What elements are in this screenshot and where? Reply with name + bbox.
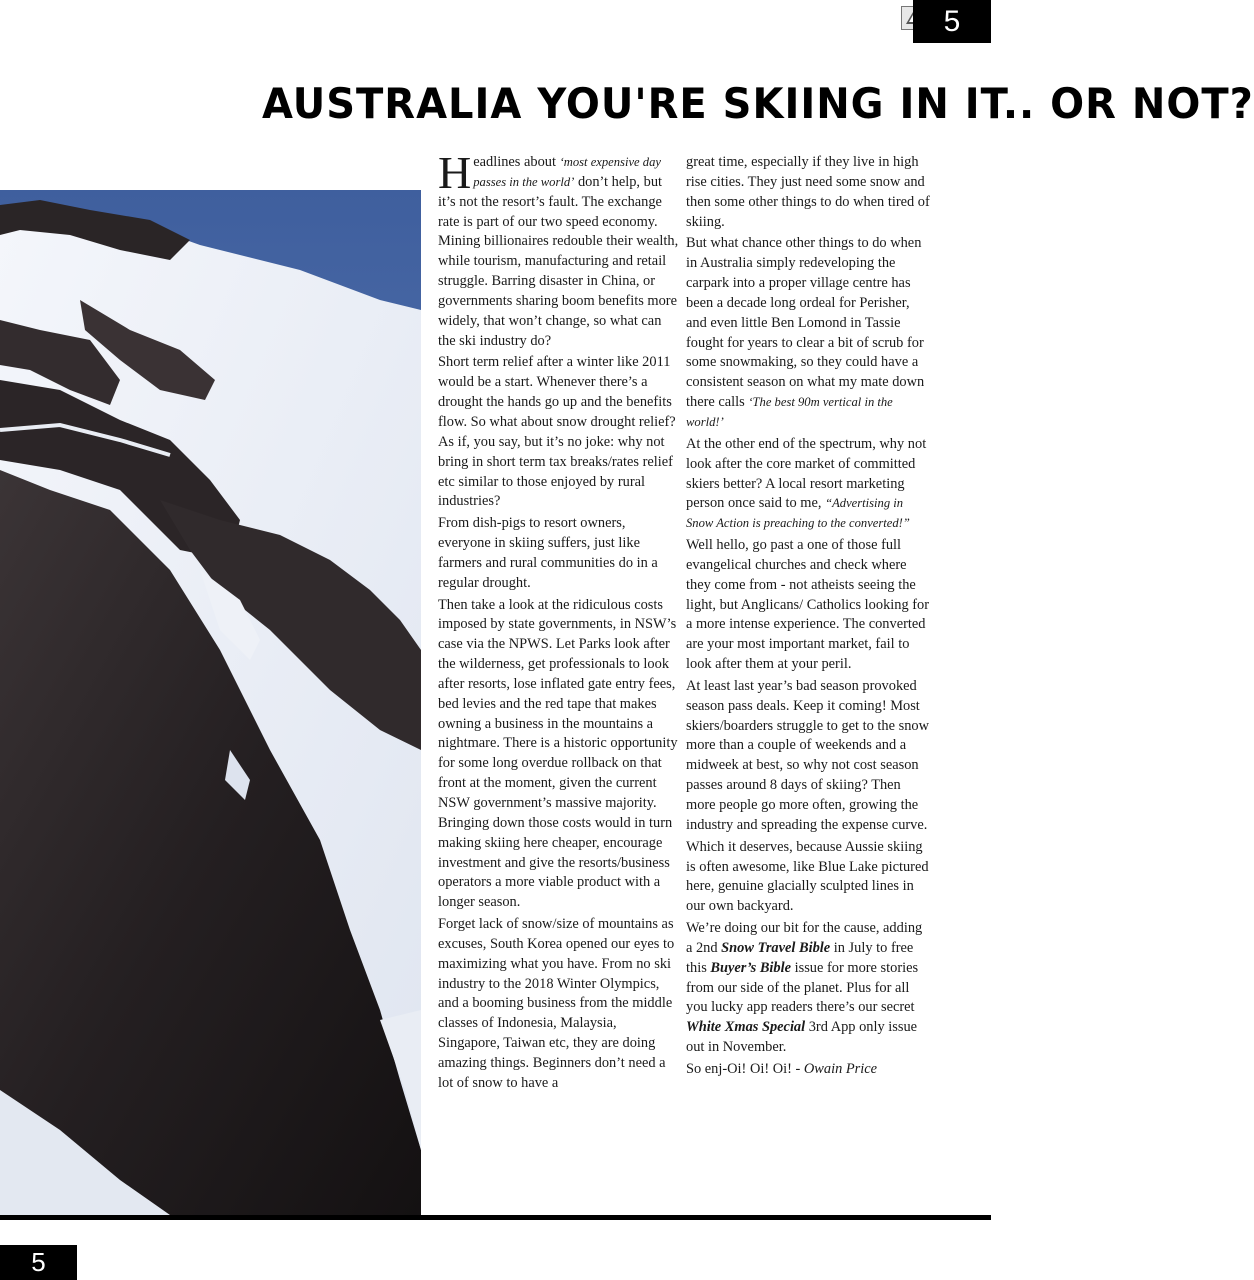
paragraph [686,435,931,534]
paragraph [686,234,931,432]
drop-cap: H [438,147,472,198]
quote: ‘most expensive day passes in the world’ [473,155,661,189]
text: But what chance other things to do when in Australia simply redeveloping the carpark into a proper village centre has been a decade long ordeal for Perisher, and even little Ben Lomond in Tassie fought for years to clear a bit of scrub for some snowmaking, so they could have a consistent season on what my mate down there calls [686,235,925,411]
quote: “Advertising in Snow Action is preaching to the converted!” [686,496,910,531]
publication-title: Buyer’s Bible [710,959,792,976]
mountain-photo [0,190,421,1215]
text: don’t help, but it’s not the resort’s fault. The exchange rate is part of our two speed economy. Mining billionaires redouble their wealth, while tourism, manufacturing and retail struggle. Barring disaster in China, or governments sharing boom benefits more widely, that won’t change, so what can the ski industry do? [438,173,679,349]
bottom-divider [0,1215,991,1220]
text: At the other end of the spectrum, why not look after the core market of committed skiers better? A local resort marketing person once said to me, [686,435,927,512]
footer-page-tab [0,1245,77,1280]
paragraph: Which it deserves, because Aussie skiing is often awesome, like Blue Lake pictured here, genuine glacially sculpted lines in our own backyard. [686,838,929,915]
text: in July to free this [686,939,914,976]
text: eadlines about [473,154,560,170]
page-number: 5 [943,4,961,38]
article-column-2 [686,153,931,1082]
paragraph [438,147,681,351]
publication-title: White Xmas Special [686,1019,806,1036]
paragraph: From dish-pigs to resort owners, everyone in skiing suffers, just like farmers and rural communities do in a regular drought. [438,515,658,591]
paragraph [686,1060,931,1080]
publication-title: Snow Travel Bible [721,939,831,956]
article-column-1 [438,147,681,1096]
article-title: AUSTRALIA YOU'RE SKIING IN IT.. OR NOT? [262,80,1254,129]
page-number-tab [913,0,991,43]
text: issue for more stories from our side of the planet. Plus for all you lucky app readers there’s our secret [686,959,919,1016]
paragraph: Short term relief after a winter like 2011 would be a start. Whenever there’s a drought the hands go up and the benefits flow. So what about snow drought relief? As if, you say, but it’s no joke: why not bring in short term tax breaks/rates relief etc similar to those enjoyed by rural industries? [438,354,676,510]
author-signature: Owain Price [803,1060,878,1077]
text: So enj-Oi! Oi! Oi! - [686,1060,804,1077]
paragraph [686,919,931,1058]
paragraph: Well hello, go past a one of those full evangelical churches and check where they come from - not atheists seeing the light, but Anglicans/ Catholics looking for a more intense experience. The converted are your most important market, fail to look after them at your peril. [686,537,930,673]
paragraph: great time, especially if they live in high rise cities. They just need some snow and then some other things to do when tired of skiing. [686,154,930,230]
text: We’re doing our bit for the cause, adding a 2nd [686,920,923,956]
quote: ‘The best 90m vertical in the world!’ [686,395,893,429]
paragraph: Forget lack of snow/size of mountains as excuses, South Korea opened our eyes to maximizing what you have. From no ski industry to the 2018 Winter Olympics, and a booming business from the middle classes of Indonesia, Malaysia, Singapore, Taiwan etc, they are doing amazing things. Beginners don’t need a lot of snow to have a [438,916,675,1091]
paragraph: At least last year’s bad season provoked season pass deals. Keep it coming! Most skiers/boarders struggle to get to the snow more than a couple of weekends and a midweek at best, so why not cost season passes around 8 days of skiing? Then more people go more often, growing the industry and spreading the expense curve. [686,677,929,833]
footer-page-number: 5 [31,1247,46,1277]
paragraph: Then take a look at the ridiculous costs imposed by state governments, in NSW’s case via the NPWS. Let Parks look after the wilderness, get professionals to look after resorts, lose inflated gate entry fees, bed levies and the red tape that makes owning a business in the mountains a nightmare. There is a historic opportunity for some long overdue rollback on that front at the moment, given the current NSW government’s massive majority. Bringing down those costs would in turn making skiing here cheaper, encourage investment and give the resorts/business operators a more viable product with a longer season. [438,596,678,911]
text: 3rd App only issue out in November. [686,1019,918,1056]
